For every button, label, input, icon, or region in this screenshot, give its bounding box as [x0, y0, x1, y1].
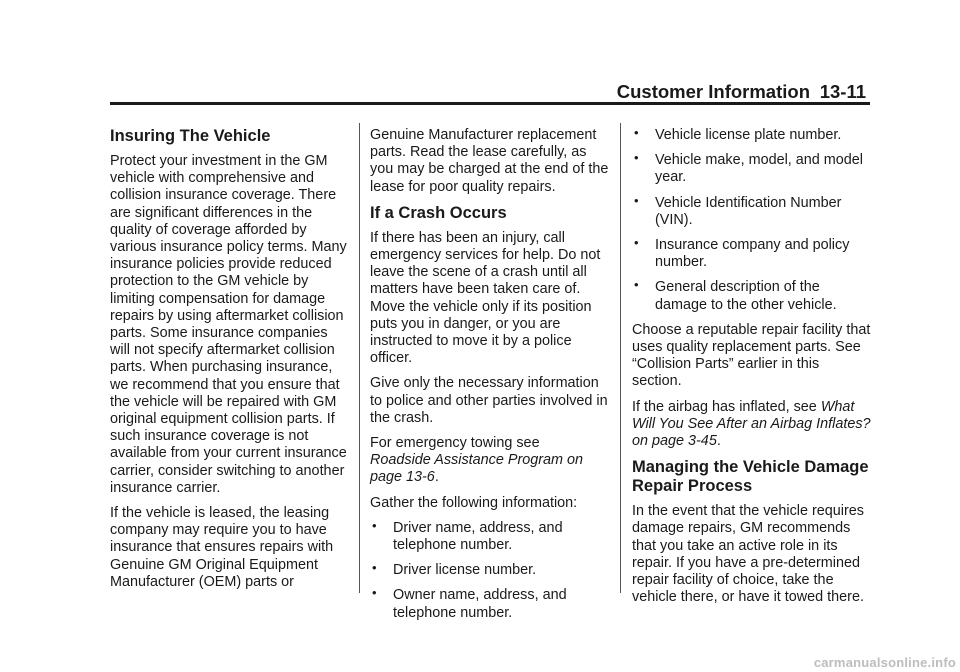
- cross-reference-link[interactable]: What Will You See After an Airbag Inflates? on page 3-45: [632, 398, 871, 450]
- page-number: 13-11: [819, 81, 866, 102]
- list-item-text: General description of the damage to the other vehicle.: [655, 279, 837, 313]
- bullet-icon: •: [634, 125, 639, 140]
- watermark-logo: carmanualsonline.info: [813, 655, 956, 670]
- bullet-icon: •: [372, 517, 377, 533]
- paragraph: Protect your investment in the GM vehicle with comprehensive and collision insurance coverage. There are significant differences in the quality of coverage afforded by various insurance policy terms. Many insurance policies provide reduced protection to the GM vehicle by limiting compensation for damage repairs by using aftermarket collision parts. Some insurance companies will not specify aftermarket collision parts. When purchasing insurance, we recommend that you ensure that the vehicle will be repaired with GM original equipment collision parts. If such insurance coverage is not available from your current insurance carrier, consider switching to another insurance carrier.: [110, 153, 347, 496]
- column-3: [632, 127, 872, 614]
- bullet-icon: •: [634, 235, 639, 251]
- bullet-icon: •: [634, 192, 639, 208]
- header-rule: [110, 102, 870, 105]
- column-divider: [620, 123, 621, 593]
- bullet-list: [632, 127, 872, 314]
- bullet-icon: •: [634, 277, 639, 293]
- heading-managing-repair-process: Managing the Vehicle Damage Repair Process: [632, 458, 869, 496]
- list-item: [370, 562, 610, 579]
- list-item-text: Owner name, address, and telephone number.: [393, 587, 567, 621]
- list-item-text: Insurance company and policy number.: [655, 237, 850, 271]
- bullet-icon: •: [372, 585, 377, 601]
- paragraph: If the vehicle is leased, the leasing company may require you to have insurance that ensures repairs with Genuine GM Original Equipment Manufacturer (OEM) parts or: [110, 505, 334, 590]
- paragraph: Choose a reputable repair facility that uses quality replacement parts. See “Collision Parts” earlier in this section.: [632, 321, 871, 390]
- list-item: [370, 517, 610, 554]
- heading-if-a-crash-occurs: If a Crash Occurs: [370, 203, 507, 222]
- section-title: Customer Information: [616, 81, 810, 102]
- paragraph: Give only the necessary information to police and other parties involved in the crash.: [370, 375, 608, 426]
- heading-insuring-the-vehicle: Insuring The Vehicle: [110, 127, 271, 145]
- list-item-text: Vehicle make, model, and model year.: [655, 152, 863, 186]
- paragraph: [370, 435, 610, 487]
- bullet-icon: •: [634, 150, 639, 166]
- list-item: [632, 279, 872, 313]
- paragraph: If there has been an injury, call emergency services for help. Do not leave the scene of a crash until all matters have been taken care of. Move the vehicle only if its position puts you in danger, or you are instructed to move it by a police officer.: [370, 229, 601, 367]
- list-item-text: Vehicle Identification Number (VIN).: [655, 194, 842, 228]
- bullet-list: [370, 517, 610, 622]
- cross-reference-link[interactable]: Roadside Assistance Program on page 13-6: [370, 452, 584, 486]
- list-item-text: Driver license number.: [393, 562, 537, 579]
- column-divider: [359, 123, 360, 593]
- list-item: [370, 587, 610, 621]
- page-header: [0, 80, 960, 104]
- column-1: [110, 127, 350, 599]
- list-item: [632, 127, 872, 144]
- bullet-icon: •: [372, 560, 377, 576]
- column-2: [370, 127, 610, 630]
- paragraph: Genuine Manufacturer replacement parts. Read the lease carefully, as you may be charged at the end of the lease for poor quality repairs.: [370, 127, 609, 195]
- text: .: [434, 469, 439, 486]
- list-item: [632, 152, 872, 186]
- list-item-text: Vehicle license plate number.: [655, 127, 842, 143]
- text: If the airbag has inflated, see: [632, 398, 817, 415]
- text: .: [716, 433, 721, 450]
- list-item: [632, 237, 872, 271]
- paragraph: In the event that the vehicle requires damage repairs, GM recommends that you take an active role in its repair. If you have a pre-determined repair facility of choice, take the vehicle there, or have it towed there.: [632, 503, 864, 606]
- text: For emergency towing see: [370, 435, 540, 452]
- list-item-text: Driver name, address, and telephone number.: [393, 519, 563, 554]
- paragraph: Gather the following information:: [370, 494, 578, 511]
- list-item: [632, 192, 872, 229]
- paragraph: [632, 399, 872, 451]
